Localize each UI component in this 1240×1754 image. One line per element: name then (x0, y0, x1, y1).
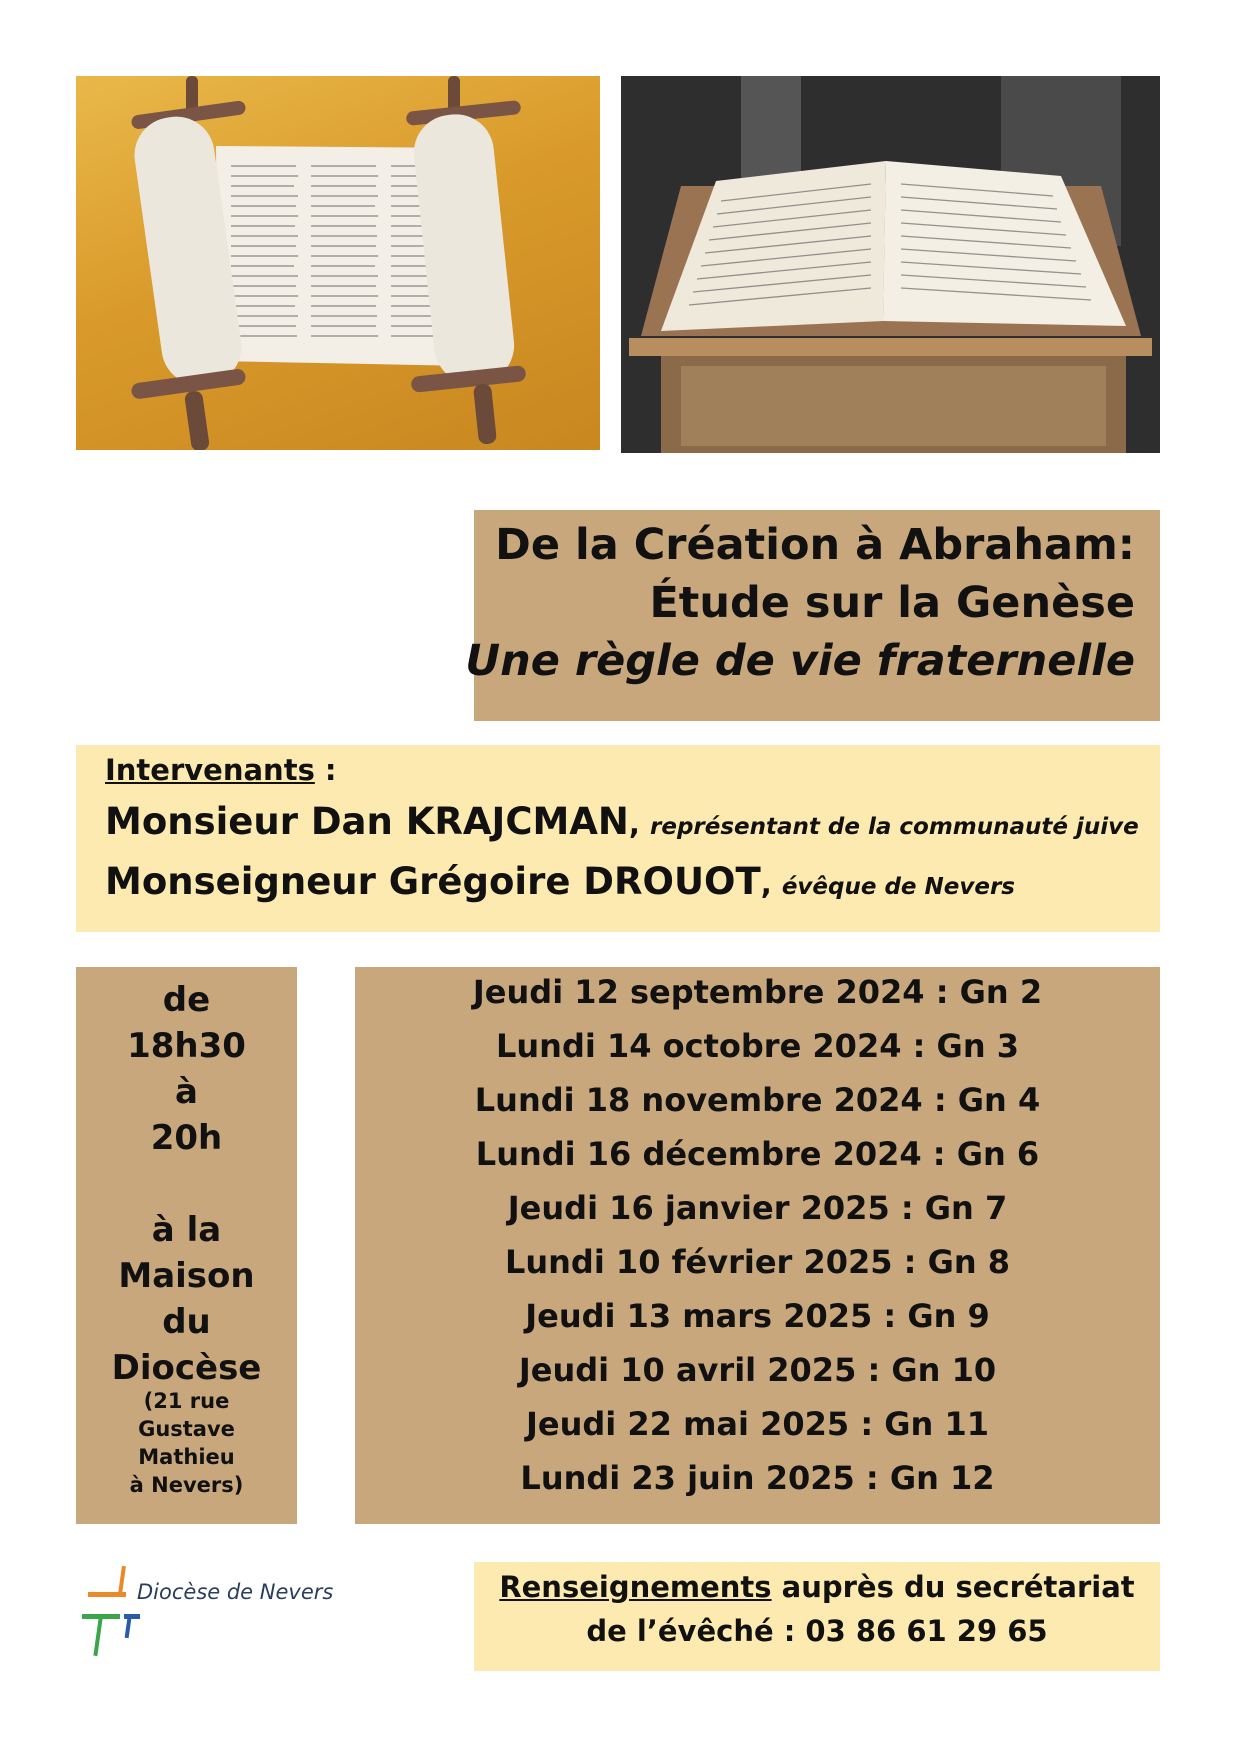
title-line-1: De la Création à Abraham: (495, 520, 1135, 570)
time-end: 20h (150, 1118, 223, 1158)
place-line: Maison (118, 1256, 255, 1296)
speakers-heading-label: Intervenants (105, 753, 315, 787)
place-line: Diocèse (111, 1348, 262, 1388)
diocese-logo (80, 1562, 360, 1672)
torah-scroll-illustration (76, 76, 600, 450)
open-bible-illustration (621, 76, 1160, 453)
place-line: du (162, 1302, 211, 1342)
cross-logo-icon (80, 1562, 140, 1662)
session-date: Jeudi 12 septembre 2024 : Gn 2 (472, 973, 1043, 1011)
speaker-name: Monsieur Dan KRAJCMAN (105, 800, 629, 843)
session-date: Jeudi 22 mai 2025 : Gn 11 (526, 1405, 989, 1443)
address-line: (21 rue (143, 1389, 230, 1413)
info-box (474, 1562, 1160, 1671)
subtitle: Une règle de vie fraternelle (465, 636, 1135, 686)
torah-scroll-photo (76, 76, 600, 450)
info-label: Renseignements (499, 1570, 772, 1604)
session-date: Jeudi 13 mars 2025 : Gn 9 (525, 1297, 990, 1335)
time-line: de (162, 980, 211, 1020)
title-line-2: Étude sur la Genèse (649, 578, 1135, 628)
session-date: Lundi 10 février 2025 : Gn 8 (504, 1243, 1011, 1281)
info-line-1 (474, 1570, 1160, 1604)
place-line: à la (151, 1210, 222, 1250)
session-date: Jeudi 16 janvier 2025 : Gn 7 (507, 1189, 1008, 1227)
speakers-heading-colon: : (314, 753, 337, 787)
speakers-box (76, 745, 1160, 932)
session-date: Lundi 14 octobre 2024 : Gn 3 (496, 1027, 1019, 1065)
session-date: Lundi 16 décembre 2024 : Gn 6 (475, 1135, 1040, 1173)
time-start: 18h30 (127, 1026, 246, 1066)
speaker-1 (105, 800, 1139, 843)
session-date: Lundi 18 novembre 2024 : Gn 4 (474, 1081, 1041, 1119)
speaker-role: représentant de la communauté juive (650, 814, 1139, 840)
speaker-separator: , (628, 807, 651, 841)
session-dates-box (355, 967, 1160, 1524)
speaker-name: Monseigneur Grégoire DROUOT (105, 860, 761, 903)
address-line: Mathieu (138, 1445, 235, 1469)
session-date: Jeudi 10 avril 2025 : Gn 10 (518, 1351, 997, 1389)
title-box (465, 510, 1160, 721)
address-line: à Nevers) (129, 1473, 244, 1497)
logo-text: Diocèse de Nevers (137, 1580, 334, 1604)
time-line: à (175, 1072, 198, 1112)
speaker-separator: , (760, 867, 782, 901)
address-line: Gustave (138, 1417, 235, 1441)
info-line-1-rest: auprès du secrétariat (771, 1570, 1135, 1604)
time-place-box (76, 967, 297, 1524)
session-date: Lundi 23 juin 2025 : Gn 12 (520, 1459, 995, 1497)
speaker-role: évêque de Nevers (781, 874, 1015, 900)
open-bible-photo (621, 76, 1160, 453)
speaker-2 (105, 860, 1015, 903)
speakers-heading (105, 753, 337, 787)
info-phone: de l’évêché : 03 86 61 29 65 (586, 1614, 1048, 1648)
